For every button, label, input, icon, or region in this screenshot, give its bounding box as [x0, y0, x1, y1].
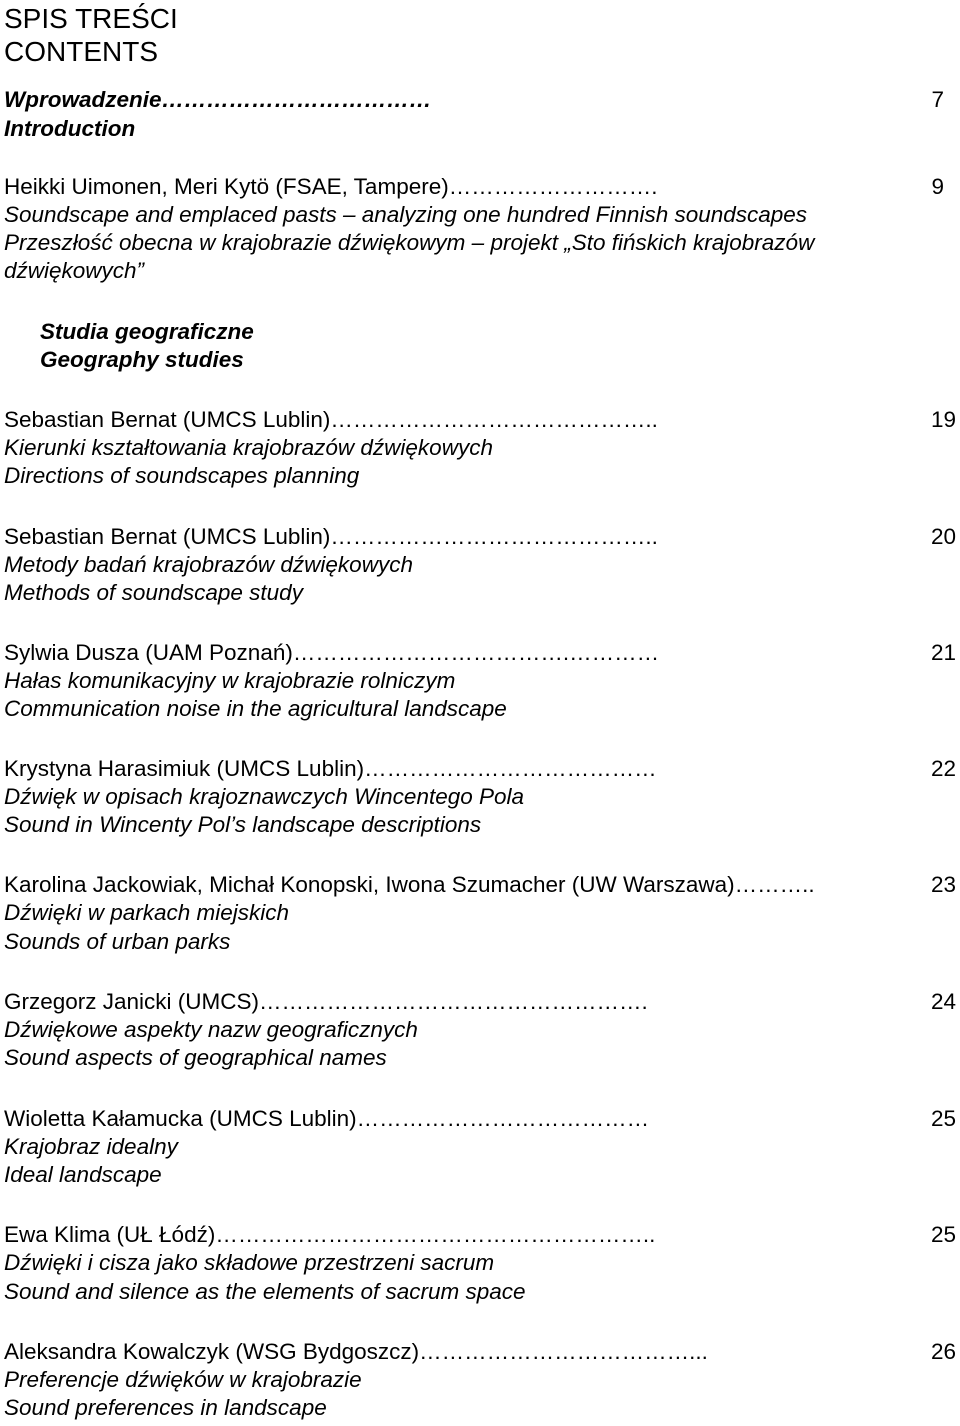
entry-page: 24: [930, 989, 956, 1014]
entry-title: Soundscape and emplaced pasts – analyzing one hundred Finnish soundscapes: [4, 202, 808, 227]
entry-title: Sounds of urban parks: [4, 929, 231, 954]
section-title-pl: Studia geograficzne: [40, 319, 254, 344]
entry-title: Communication noise in the agricultural landscape: [4, 696, 507, 721]
section-title-en: Geography studies: [40, 347, 244, 372]
entry-title: Dźwiękowe aspekty nazw geograficznych: [4, 1017, 418, 1042]
heading-contents: CONTENTS: [4, 36, 158, 67]
introduction-page: 7: [931, 87, 944, 112]
entry-title: Dźwięki i cisza jako składowe przestrzeni sacrum: [4, 1250, 495, 1275]
entry-author: Ewa Klima (UŁ Łódź)…………………………………………………..: [4, 1222, 656, 1247]
entry-author: Sebastian Bernat (UMCS Lublin)……………………………………..: [4, 407, 658, 432]
heading-spis-tresci: SPIS TREŚCI: [4, 3, 178, 34]
entry-author: Sebastian Bernat (UMCS Lublin)……………………………………..: [4, 524, 658, 549]
entry-title: Sound aspects of geographical names: [4, 1045, 387, 1070]
entry-page: 9: [931, 174, 944, 199]
entry-title: Sound preferences in landscape: [4, 1395, 327, 1420]
entry-author: Krystyna Harasimiuk (UMCS Lublin)…………………………………: [4, 756, 657, 781]
entry-title: dźwiękowych”: [4, 258, 145, 283]
entry-title: Kierunki kształtowania krajobrazów dźwiękowych: [4, 435, 493, 460]
entry-title: Methods of soundscape study: [4, 580, 303, 605]
entry-page: 19: [930, 407, 956, 432]
entry-title: Hałas komunikacyjny w krajobrazie rolniczym: [4, 668, 456, 693]
entry-title: Ideal landscape: [4, 1162, 162, 1187]
introduction-pl: Wprowadzenie………………………………: [4, 87, 432, 112]
introduction-en: Introduction: [4, 116, 136, 141]
entry-page: 26: [930, 1339, 956, 1364]
entry-title: Sound in Wincenty Pol’s landscape descriptions: [4, 812, 482, 837]
entry-page: 23: [930, 872, 956, 897]
entry-title: Preferencje dźwięków w krajobrazie: [4, 1367, 362, 1392]
entry-title: Przeszłość obecna w krajobrazie dźwiękowym – projekt „Sto fińskich krajobrazów: [4, 230, 815, 255]
entry-page: 25: [930, 1222, 956, 1247]
entry-author: Grzegorz Janicki (UMCS)…………………………………………….: [4, 989, 648, 1014]
entry-page: 21: [930, 640, 956, 665]
entry-title: Dźwięk w opisach krajoznawczych Wincentego Pola: [4, 784, 525, 809]
entry-title: Dźwięki w parkach miejskich: [4, 900, 290, 925]
entry-page: 20: [930, 524, 956, 549]
entry-title: Krajobraz idealny: [4, 1134, 178, 1159]
entry-author: Heikki Uimonen, Meri Kytö (FSAE, Tampere)……………………….: [4, 174, 658, 199]
entry-title: Directions of soundscapes planning: [4, 463, 360, 488]
entry-page: 22: [930, 756, 956, 781]
entry-author: Karolina Jackowiak, Michał Konopski, Iwona Szumacher (UW Warszawa)………..: [4, 872, 815, 897]
entry-author: Sylwia Dusza (UAM Poznań)……………………………….…………: [4, 640, 660, 665]
entry-author: Wioletta Kałamucka (UMCS Lublin)…………………………………: [4, 1106, 650, 1131]
entry-title: Metody badań krajobrazów dźwiękowych: [4, 552, 413, 577]
entry-author: Aleksandra Kowalczyk (WSG Bydgoszcz)………………………………...: [4, 1339, 708, 1364]
entry-page: 25: [930, 1106, 956, 1131]
entry-title: Sound and silence as the elements of sacrum space: [4, 1279, 526, 1304]
